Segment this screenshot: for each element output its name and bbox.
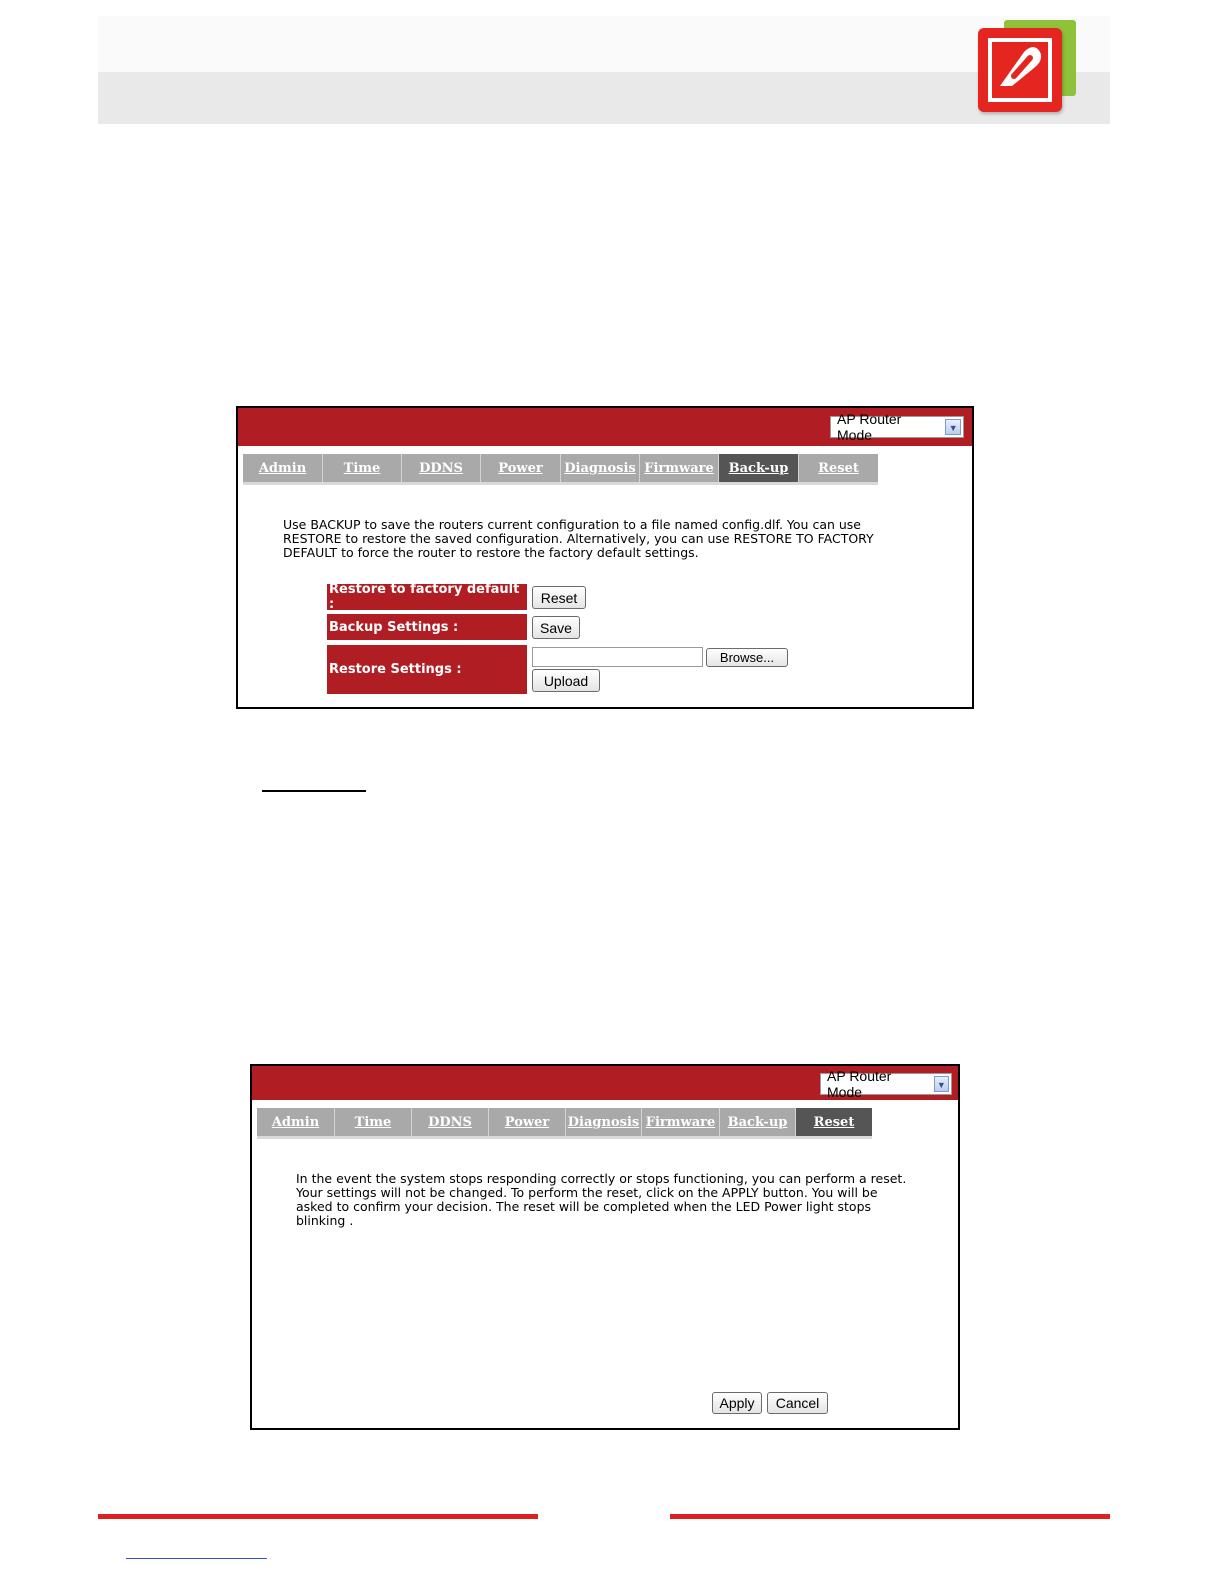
mode-select-value: AP Router Mode (827, 1068, 892, 1100)
footer-rule-left (98, 1514, 538, 1519)
tab-time[interactable]: Time (323, 454, 402, 482)
tab-diagnosis[interactable]: Diagnosis (566, 1108, 642, 1136)
tab-time[interactable]: Time (335, 1108, 412, 1136)
tab-firmware[interactable]: Firmware (642, 1108, 720, 1136)
header-band-top (98, 16, 1110, 72)
footer-link-underline (126, 1558, 267, 1559)
tab-ddns[interactable]: DDNS (412, 1108, 489, 1136)
apply-button[interactable]: Apply (712, 1392, 762, 1414)
reset-panel (250, 1064, 960, 1430)
tab-back-up[interactable]: Back-up (719, 454, 799, 482)
tab-reset[interactable]: Reset (796, 1108, 872, 1136)
tab-ddns[interactable]: DDNS (402, 454, 481, 482)
text-underline-mark (262, 790, 366, 792)
mode-select[interactable] (830, 411, 964, 443)
tab-power[interactable]: Power (481, 454, 561, 482)
logo-e-icon (978, 28, 1062, 112)
mode-select-value: AP Router Mode (837, 411, 902, 443)
brand-logo (976, 18, 1080, 116)
reset-button[interactable]: Reset (532, 586, 586, 609)
tab-power[interactable]: Power (489, 1108, 566, 1136)
panel-header-bar (238, 408, 972, 446)
upload-button[interactable]: Upload (532, 669, 600, 692)
tab-bar (257, 1108, 872, 1139)
restore-factory-label: Restore to factory default : (327, 584, 527, 610)
restore-settings-label: Restore Settings : (327, 645, 527, 694)
backup-settings-label: Backup Settings : (327, 614, 527, 640)
footer-rule-right (670, 1514, 1110, 1519)
backup-panel (236, 406, 974, 709)
tab-bar (243, 454, 878, 485)
chevron-down-icon[interactable]: ▼ (945, 419, 961, 435)
backup-description: Use BACKUP to save the routers current configuration to a file named config.dlf. You can use RESTORE to restore the saved configuration. Alternatively, you can use RESTORE TO FACTORY DEFAULT to force the router to restore the factory default settings. (283, 517, 874, 560)
panel-header-bar (252, 1066, 958, 1100)
tab-firmware[interactable]: Firmware (640, 454, 719, 482)
tab-diagnosis[interactable]: Diagnosis (561, 454, 640, 482)
mode-select[interactable] (820, 1068, 952, 1100)
tab-admin[interactable]: Admin (257, 1108, 335, 1136)
cancel-button[interactable]: Cancel (767, 1392, 828, 1414)
tab-back-up[interactable]: Back-up (720, 1108, 796, 1136)
header-band (98, 72, 1110, 124)
tab-admin[interactable]: Admin (243, 454, 323, 482)
browse-button[interactable]: Browse... (706, 648, 788, 667)
reset-description: In the event the system stops responding correctly or stops functioning, you can perform a reset. Your settings will not be changed. To perform the reset, click on the APPLY button. You will be asked to confirm your decision. The reset will be completed when the LED Power light stops blinking . (296, 1171, 907, 1228)
tab-reset[interactable]: Reset (818, 460, 859, 476)
chevron-down-icon[interactable]: ▼ (934, 1076, 949, 1092)
restore-file-input[interactable] (532, 647, 703, 667)
save-button[interactable]: Save (532, 616, 580, 639)
